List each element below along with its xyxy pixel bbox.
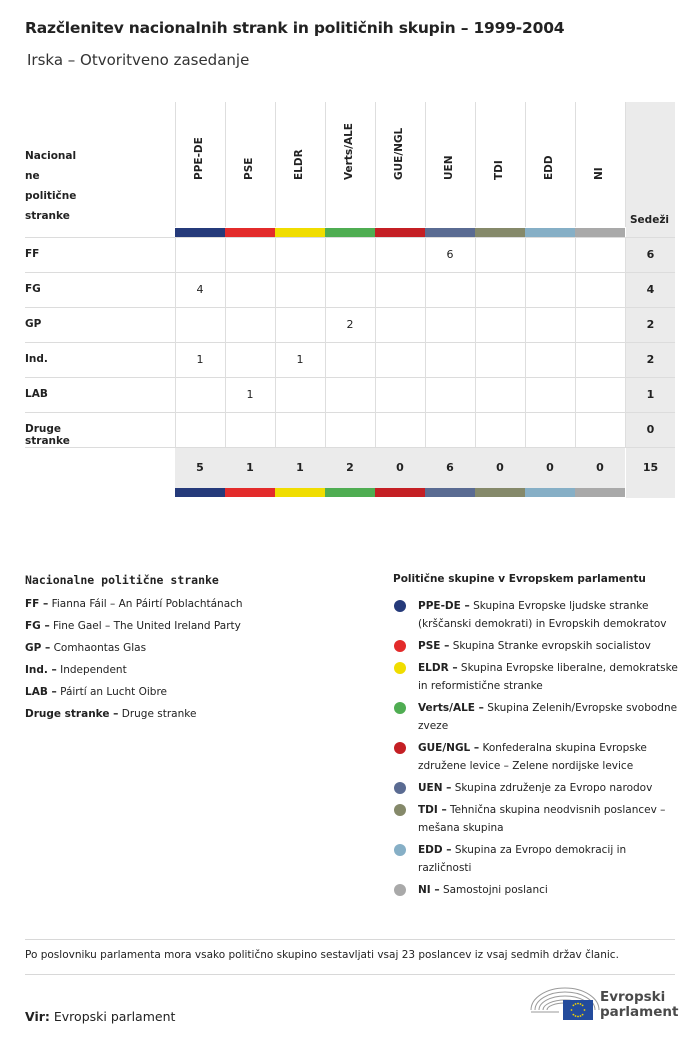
seats-header: Sedeži: [630, 214, 670, 226]
cell-divider: [425, 377, 426, 412]
national-legend-abbr: GP –: [25, 642, 51, 654]
row-seats: 4: [646, 283, 655, 296]
row-label-3: Ind.: [25, 353, 48, 365]
group-legend-abbr: EDD –: [418, 844, 452, 856]
national-legend-heading: Nacionalne politične stranke: [25, 573, 219, 587]
total-cell: 6: [446, 461, 454, 474]
seats-column-bg: [626, 102, 675, 498]
group-color-dot: [394, 702, 406, 714]
total-cell: 0: [546, 461, 554, 474]
national-legend-item: [25, 686, 167, 698]
cell-divider: [475, 307, 476, 342]
group-header-gue-ngl: GUE/NGL: [393, 127, 405, 180]
group-legend-item: [418, 597, 680, 633]
cell-divider: [375, 272, 376, 307]
group-color-dot: [394, 662, 406, 674]
table-cell: 2: [346, 318, 354, 331]
group-legend-name: Skupina Zelenih/Evropske svobodne zveze: [418, 702, 678, 732]
group-color-dot: [394, 640, 406, 652]
cell-divider: [375, 237, 376, 272]
cell-divider: [275, 342, 276, 377]
cell-divider: [525, 412, 526, 447]
logo-line-1: Evropski: [600, 989, 666, 1005]
total-cell: 1: [296, 461, 304, 474]
national-legend-abbr: FG –: [25, 620, 50, 632]
group-color-dot: [394, 804, 406, 816]
row-divider: [25, 342, 675, 343]
cell-divider: [525, 307, 526, 342]
group-legend-abbr: GUE/NGL –: [418, 742, 480, 754]
group-header-tdi: TDI: [493, 160, 505, 180]
table-cell: 4: [196, 283, 204, 296]
national-legend-name: Fine Gael – The United Ireland Party: [53, 620, 241, 632]
national-legend-name: Druge stranke: [121, 708, 197, 720]
row-header-line: politične: [25, 190, 77, 202]
source-label: Vir:: [25, 1009, 50, 1024]
group-color-bar: [175, 228, 225, 237]
group-color-bar-bottom: [175, 488, 225, 497]
cell-divider: [225, 237, 226, 272]
cell-divider: [625, 412, 626, 447]
group-legend-name: Samostojni poslanci: [442, 884, 548, 896]
column-divider: [375, 102, 376, 227]
group-legend-item: [418, 659, 680, 695]
cell-divider: [525, 272, 526, 307]
cell-divider: [575, 237, 576, 272]
group-legend-abbr: ELDR –: [418, 662, 458, 674]
table-cell: 1: [246, 388, 254, 401]
group-header-uen: UEN: [443, 155, 455, 180]
national-legend-item: [25, 664, 127, 676]
cell-divider: [275, 272, 276, 307]
cell-divider: [425, 412, 426, 447]
header-divider: [25, 237, 675, 238]
row-header-label: [25, 146, 76, 226]
group-color-bar-bottom: [425, 488, 475, 497]
column-divider: [175, 102, 176, 227]
group-legend-item: [418, 739, 680, 775]
footnote: Po poslovniku parlamenta mora vsako politično skupino sestavljati vsaj 23 poslancev iz vsaj sedmih držav članic.: [25, 949, 619, 961]
cell-divider: [175, 237, 176, 272]
group-color-bar: [275, 228, 325, 237]
group-color-bar-bottom: [475, 488, 525, 497]
national-legend-abbr: LAB –: [25, 686, 57, 698]
page-title: Razčlenitev nacionalnih strank in političnih skupin – 1999-2004: [25, 19, 565, 37]
group-color-dot: [394, 782, 406, 794]
row-seats: 0: [646, 423, 655, 436]
group-color-dot: [394, 844, 406, 856]
national-legend-abbr: FF –: [25, 598, 49, 610]
cell-divider: [325, 307, 326, 342]
cell-divider: [325, 237, 326, 272]
cell-divider: [275, 237, 276, 272]
group-legend-name: Skupina združenje za Evropo narodov: [454, 782, 653, 794]
group-legend-abbr: PSE –: [418, 640, 450, 652]
group-legend-name: Skupina za Evropo demokracij in različnosti: [418, 844, 627, 874]
cell-divider: [225, 342, 226, 377]
cell-divider: [425, 237, 426, 272]
cell-divider: [325, 342, 326, 377]
group-legend-abbr: TDI –: [418, 804, 447, 816]
row-label-0: FF: [25, 248, 40, 260]
national-legend-item: [25, 598, 243, 610]
total-seats: 15: [642, 461, 659, 474]
group-color-bar-bottom: [275, 488, 325, 497]
logo-text: [600, 990, 678, 1020]
cell-divider: [575, 307, 576, 342]
row-divider: [25, 307, 675, 308]
total-cell: 2: [346, 461, 354, 474]
column-divider: [325, 102, 326, 227]
group-legend-abbr: NI –: [418, 884, 440, 896]
total-cell: 1: [246, 461, 254, 474]
cell-divider: [475, 377, 476, 412]
row-label-2: GP: [25, 318, 42, 330]
national-legend-abbr: Druge stranke –: [25, 708, 119, 720]
row-label-1: FG: [25, 283, 41, 295]
group-header-pse: PSE: [243, 157, 255, 180]
national-legend-name: Páirtí an Lucht Oibre: [60, 686, 168, 698]
source-value: Evropski parlament: [53, 1009, 176, 1024]
national-legend-name: Fianna Fáil – An Páirtí Poblachtánach: [51, 598, 243, 610]
divider: [25, 939, 675, 940]
group-legend-item: [418, 801, 680, 837]
group-legend-abbr: Verts/ALE –: [418, 702, 484, 714]
group-color-bar: [575, 228, 625, 237]
group-color-bar: [425, 228, 475, 237]
group-legend-item: [418, 699, 680, 735]
group-color-bar-bottom: [325, 488, 375, 497]
national-legend-item: [25, 708, 196, 720]
cell-divider: [375, 412, 376, 447]
national-legend-abbr: Ind. –: [25, 664, 57, 676]
group-header-ppe-de: PPE-DE: [193, 137, 205, 180]
group-legend-item: [418, 841, 680, 877]
group-header-verts-ale: Verts/ALE: [343, 123, 355, 180]
cell-divider: [575, 342, 576, 377]
cell-divider: [625, 272, 626, 307]
group-legend-item: [418, 881, 680, 899]
row-divider: [25, 272, 675, 273]
row-divider: [25, 412, 675, 413]
cell-divider: [225, 377, 226, 412]
group-color-dot: [394, 600, 406, 612]
cell-divider: [175, 377, 176, 412]
cell-divider: [275, 307, 276, 342]
cell-divider: [175, 272, 176, 307]
national-legend-name: Independent: [60, 664, 127, 676]
group-color-dot: [394, 742, 406, 754]
column-divider: [575, 102, 576, 227]
column-divider: [475, 102, 476, 227]
divider: [25, 974, 675, 975]
table-cell: 1: [196, 353, 204, 366]
cell-divider: [625, 237, 626, 272]
group-legend-abbr: PPE-DE –: [418, 600, 470, 612]
cell-divider: [375, 307, 376, 342]
cell-divider: [475, 237, 476, 272]
cell-divider: [375, 377, 376, 412]
cell-divider: [325, 412, 326, 447]
cell-divider: [425, 272, 426, 307]
national-legend-item: [25, 620, 241, 632]
cell-divider: [275, 377, 276, 412]
row-divider: [25, 377, 675, 378]
table-cell: 1: [296, 353, 304, 366]
group-legend-name: Skupina Evropske ljudske stranke (krščanski demokrati) in Evropskih demokratov: [418, 600, 667, 630]
row-seats: 1: [646, 388, 655, 401]
cell-divider: [625, 377, 626, 412]
group-color-dot: [394, 884, 406, 896]
cell-divider: [575, 272, 576, 307]
row-seats: 6: [646, 248, 655, 261]
cell-divider: [425, 342, 426, 377]
column-divider: [625, 102, 626, 227]
cell-divider: [225, 412, 226, 447]
cell-divider: [575, 377, 576, 412]
cell-divider: [225, 272, 226, 307]
group-color-bar-bottom: [575, 488, 625, 497]
total-cell: 0: [396, 461, 404, 474]
cell-divider: [225, 307, 226, 342]
group-legend-name: Konfederalna skupina Evropske združene levice – Zelene nordijske levice: [418, 742, 647, 772]
row-header-line: stranke: [25, 210, 70, 222]
cell-divider: [175, 307, 176, 342]
cell-divider: [325, 272, 326, 307]
national-legend-name: Comhaontas Glas: [53, 642, 147, 654]
group-legend-item: [418, 779, 680, 797]
group-legend-item: [418, 637, 680, 655]
group-header-ni: NI: [593, 167, 605, 180]
cell-divider: [625, 307, 626, 342]
source: [25, 1009, 175, 1024]
table-cell: 6: [446, 248, 454, 261]
page-subtitle: Irska – Otvoritveno zasedanje: [27, 51, 250, 69]
group-color-bar: [225, 228, 275, 237]
logo-line-2: parlament: [600, 1004, 679, 1020]
group-color-bar-bottom: [225, 488, 275, 497]
cell-divider: [525, 237, 526, 272]
total-cell: 0: [596, 461, 604, 474]
national-legend-item: [25, 642, 146, 654]
row-seats: 2: [646, 353, 655, 366]
row-label-5: Druge stranke: [25, 423, 70, 447]
group-color-bar: [325, 228, 375, 237]
cell-divider: [175, 412, 176, 447]
group-header-edd: EDD: [543, 155, 555, 180]
cell-divider: [275, 412, 276, 447]
groups-legend-heading: Politične skupine v Evropskem parlamentu: [393, 573, 646, 585]
group-legend-name: Skupina Stranke evropskih socialistov: [452, 640, 651, 652]
group-legend-name: Skupina Evropske liberalne, demokratske in reformistične stranke: [418, 662, 678, 692]
cell-divider: [475, 272, 476, 307]
cell-divider: [575, 412, 576, 447]
cell-divider: [425, 307, 426, 342]
row-header-line: ne: [25, 170, 40, 182]
cell-divider: [525, 342, 526, 377]
total-cell: 0: [496, 461, 504, 474]
cell-divider: [625, 342, 626, 377]
cell-divider: [525, 377, 526, 412]
column-divider: [425, 102, 426, 227]
group-color-bar: [375, 228, 425, 237]
total-cell: 5: [196, 461, 204, 474]
cell-divider: [175, 342, 176, 377]
column-divider: [525, 102, 526, 227]
row-divider: [25, 447, 675, 448]
group-color-bar: [475, 228, 525, 237]
column-divider: [225, 102, 226, 227]
cell-divider: [325, 377, 326, 412]
group-color-bar-bottom: [375, 488, 425, 497]
cell-divider: [375, 342, 376, 377]
group-header-eldr: ELDR: [293, 149, 305, 180]
row-seats: 2: [646, 318, 655, 331]
column-divider: [275, 102, 276, 227]
row-header-line: Nacional: [25, 150, 77, 162]
cell-divider: [475, 342, 476, 377]
group-legend-name: Tehnična skupina neodvisnih poslancev – mešana skupina: [418, 804, 666, 834]
group-color-bar-bottom: [525, 488, 575, 497]
group-legend-abbr: UEN –: [418, 782, 452, 794]
row-label-4: LAB: [25, 388, 48, 400]
group-color-bar: [525, 228, 575, 237]
cell-divider: [475, 412, 476, 447]
